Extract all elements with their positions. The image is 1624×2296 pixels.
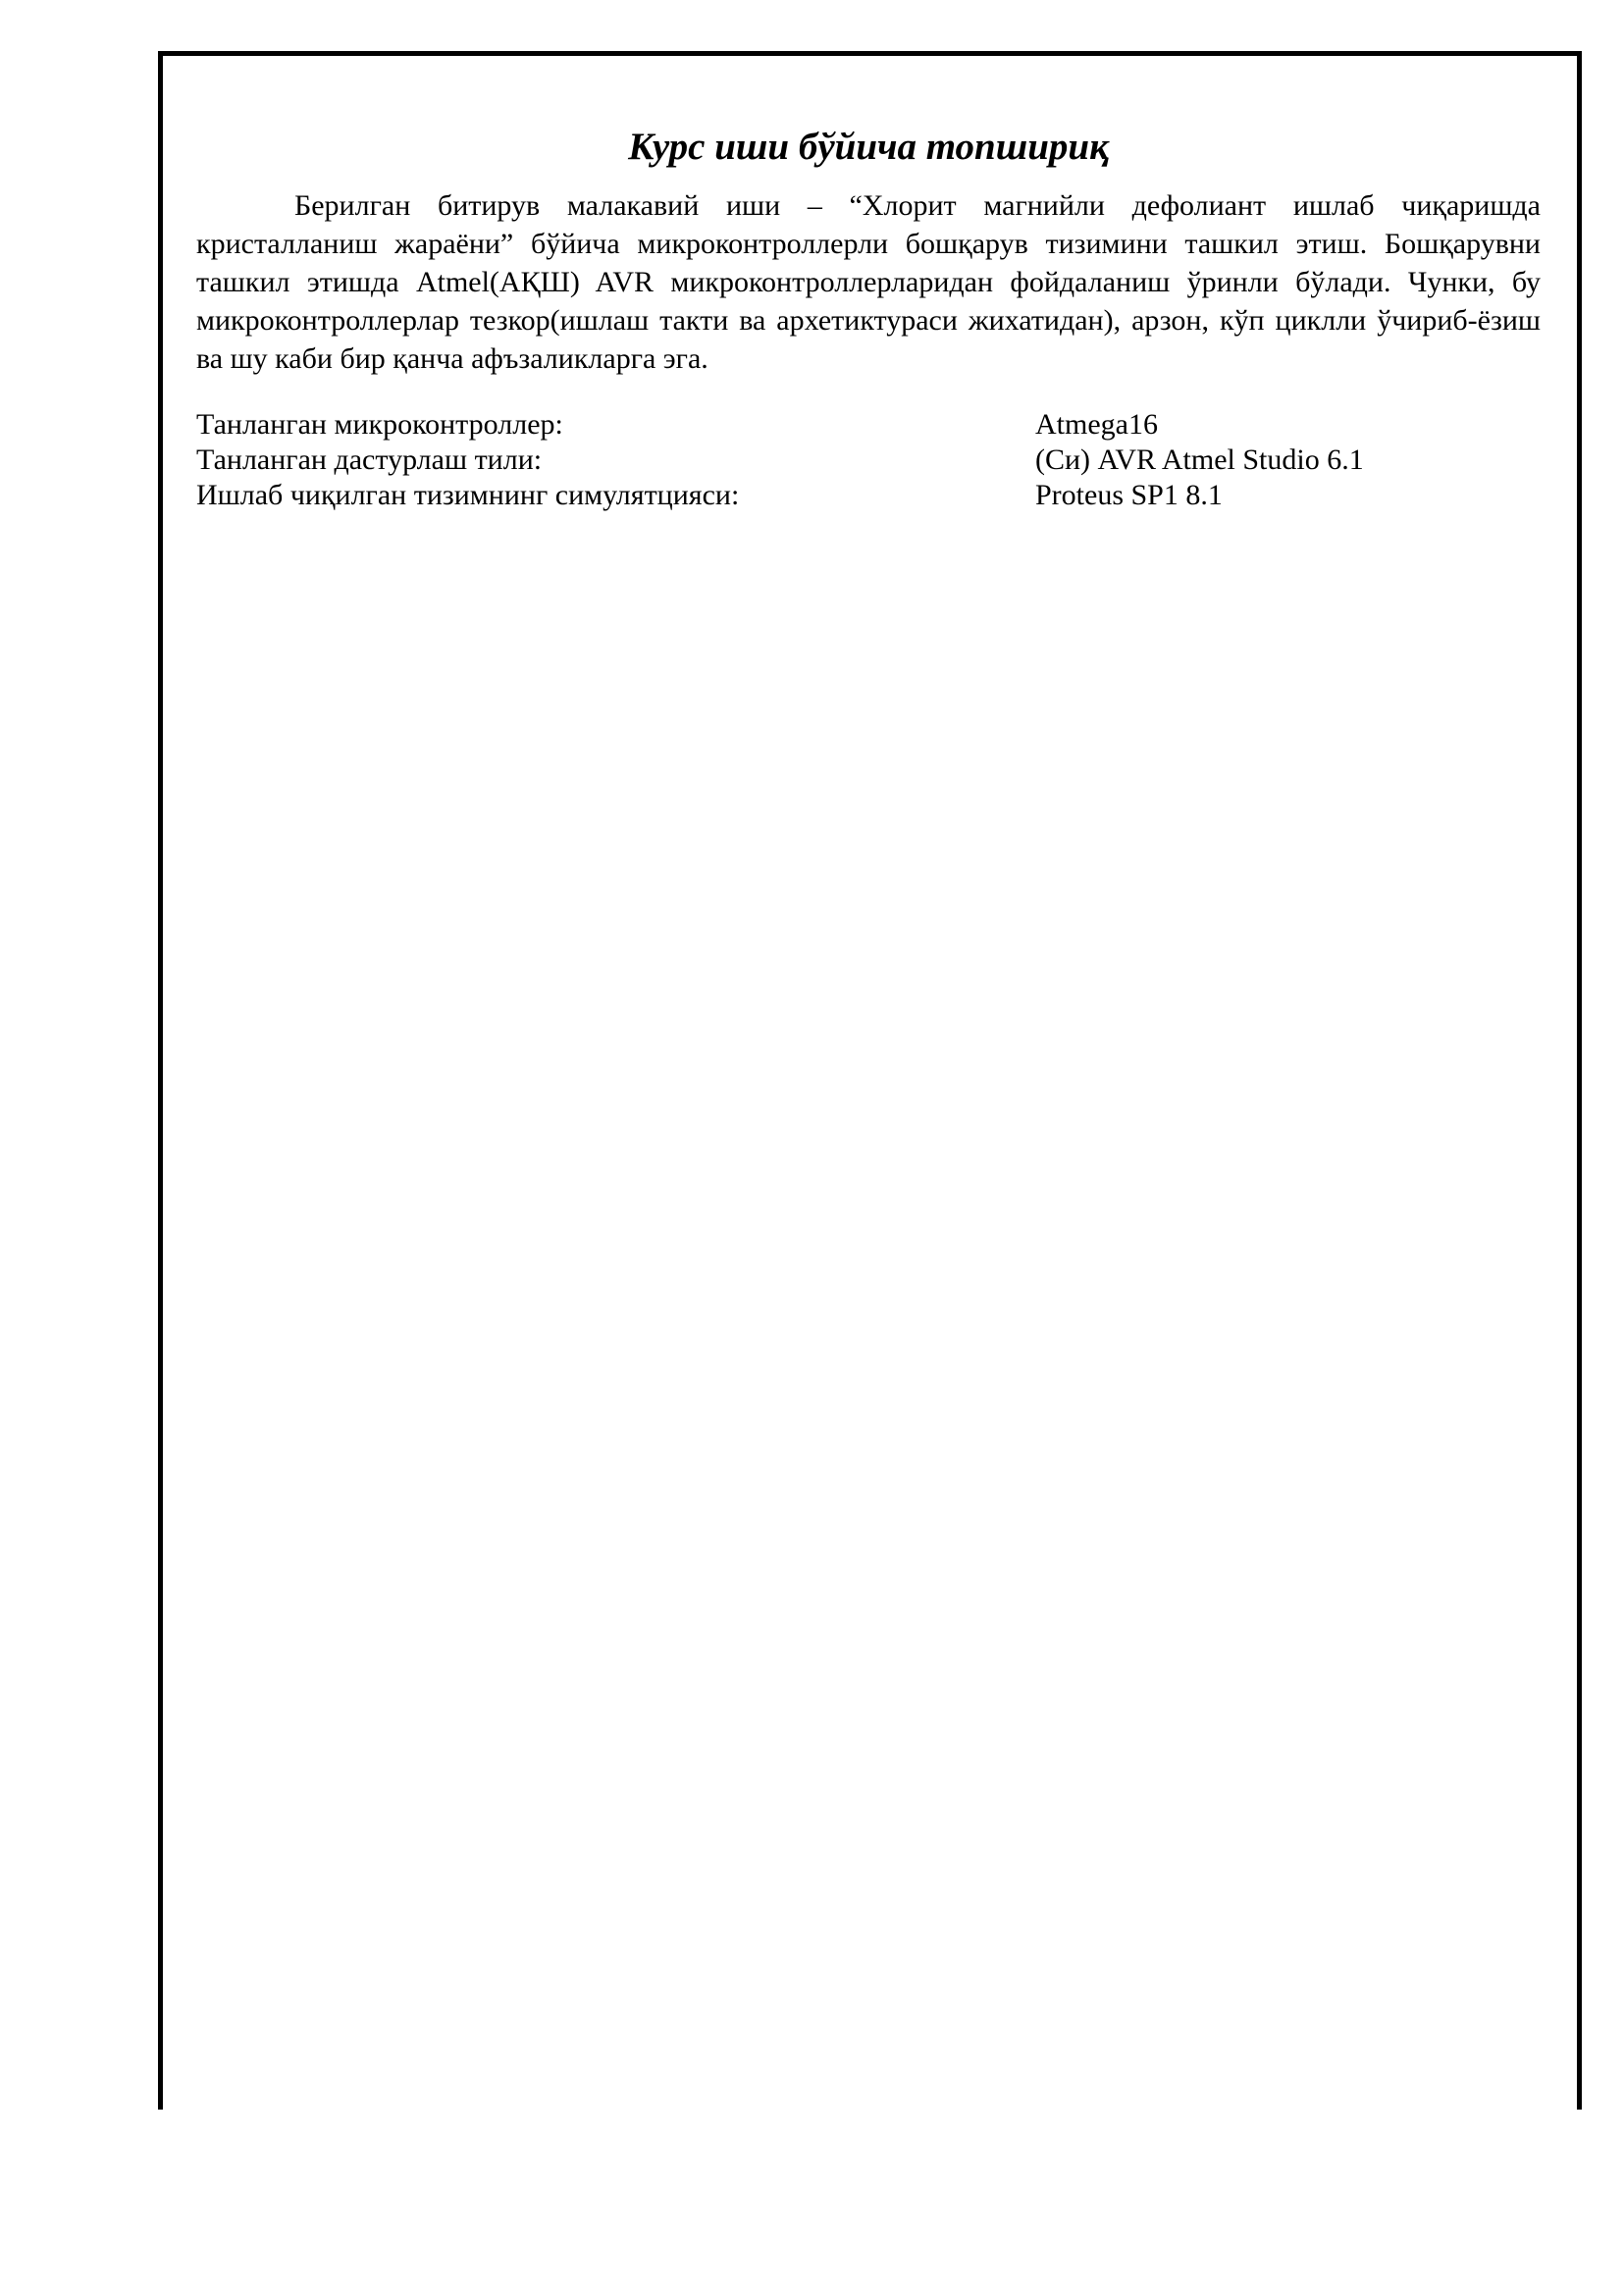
document-body [196,118,1541,513]
spec-row-microcontroller [196,407,1541,443]
specs-list [196,407,1541,513]
document-title: Курс иши бўйича топшириқ [628,126,1109,168]
spec-label: Ишлаб чиқилган тизимнинг симулятцияси: [196,479,740,511]
spec-value: Atmega16 [1035,408,1158,441]
intro-paragraph: Берилган битирув малакавий иши – “Хлорит магнийли дефолиант ишлаб чиқаришда кристалланиш жараёни” бўйича микроконтроллерли бошқарув тизимини ташкил этиш. Бошқарувни ташкил этишда Atmel(АҚШ) AVR микроконтроллерларидан фойдаланиш ўринли бўлади. Чунки, бу микроконтроллерлар тезкор(ишлаш такти ва архетиктураси жихатидан), арзон, кўп циклли ўчириб-ёзиш ва шу каби бир қанча афъзаликларга эга. [196,189,1541,375]
spec-label: Танланган дастурлаш тили: [196,444,543,476]
spec-row-language [196,443,1541,478]
spec-value: (Си) AVR Atmel Studio 6.1 [1035,444,1364,476]
spec-label: Танланган микроконтроллер: [196,408,563,441]
page-frame-left-border [158,51,163,2110]
page-frame-right-border [1577,51,1582,2110]
spec-value: Proteus SP1 8.1 [1035,479,1223,511]
page-frame-top-border [158,51,1582,56]
spec-row-simulation [196,478,1541,513]
